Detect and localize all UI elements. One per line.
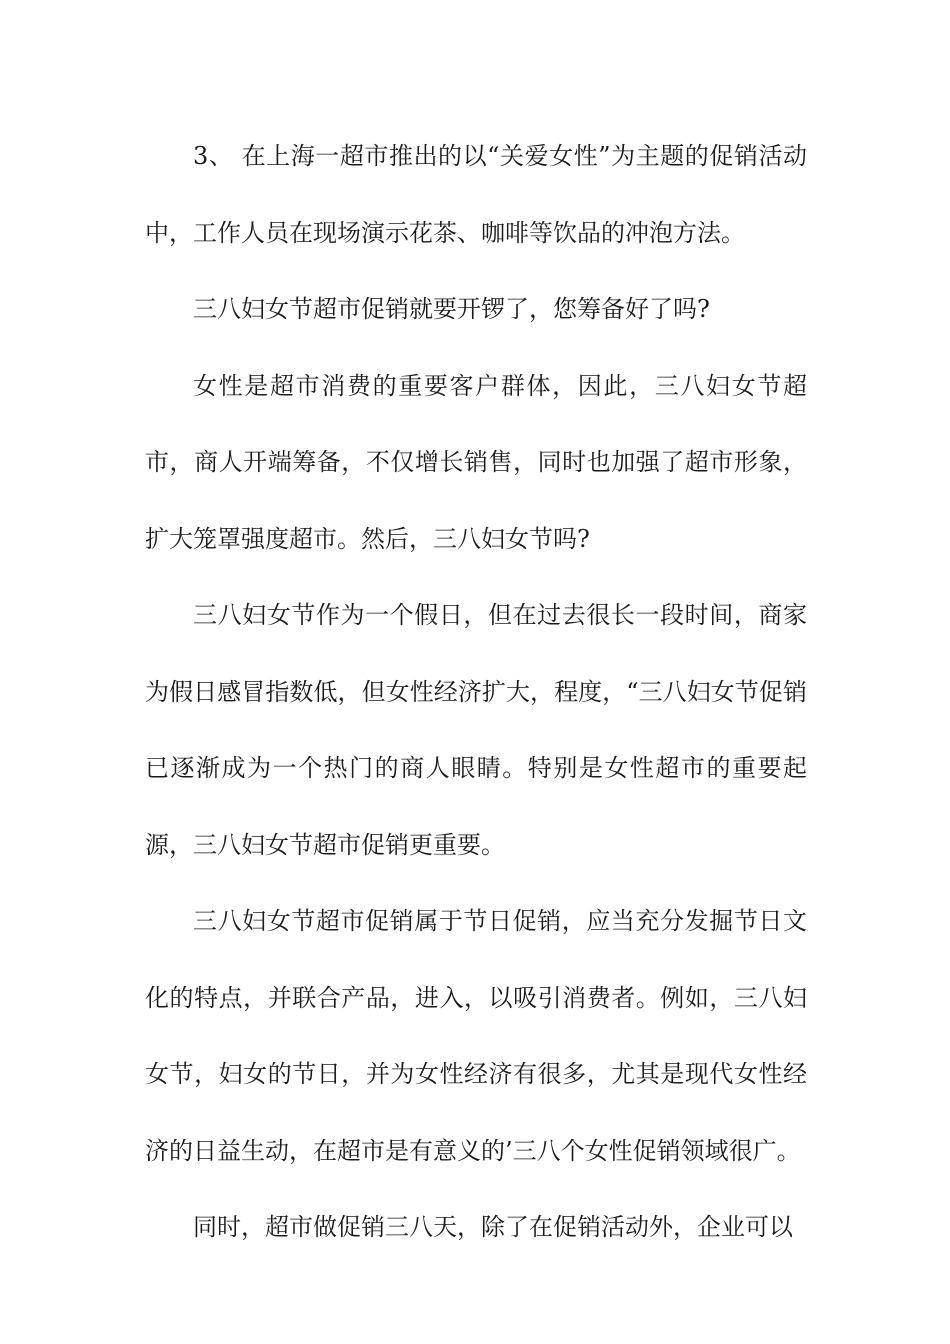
paragraph: 三八妇女节作为一个假日，但在过去很长一段时间，商家为假日感冒指数低，但女性经济扩大，程度，“三八妇女节促销已逐渐成为一个热门的商人眼睛。特别是女性超市的重要起源，三八妇女节超市促销更重要。 bbox=[145, 601, 807, 859]
paragraph: 3、 在上海一超市推出的以“关爱女性”为主题的促销活动中，工作人员在现场演示花茶、咖啡等饮品的冲泡方法。 bbox=[145, 142, 807, 247]
document-body bbox=[145, 118, 807, 1266]
paragraph: 三八妇女节超市促销就要开锣了，您筹备好了吗? bbox=[193, 295, 710, 323]
paragraph: 同时，超市做促销三八天，除了在促销活动外，企业可以 bbox=[193, 1213, 793, 1241]
paragraph: 女性是超市消费的重要客户群体，因此，三八妇女节超市，商人开端筹备，不仅增长销售，同时也加强了超市形象，扩大笼罩强度超市。然后，三八妇女节吗? bbox=[145, 371, 807, 553]
paragraph: 三八妇女节超市促销属于节日促销，应当充分发掘节日文化的特点，并联合产品，进入，以吸引消费者。例如，三八妇女节，妇女的节日，并为女性经济有很多，尤其是现代女性经济的日益生动，在超市是有意义的’三八个女性促销领域很广。 bbox=[145, 907, 807, 1165]
